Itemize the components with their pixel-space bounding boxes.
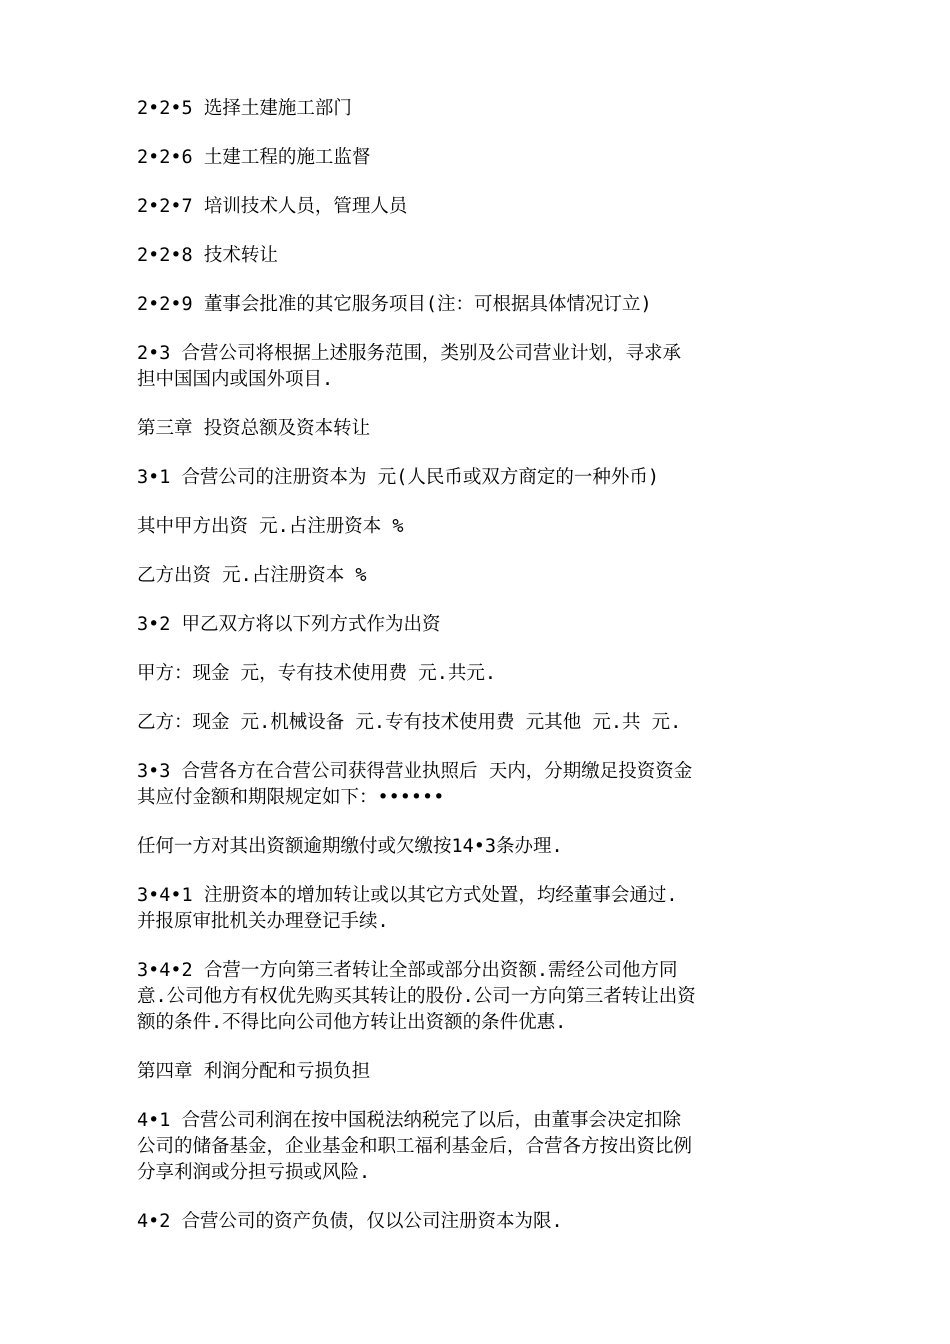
paragraph-line: 意.公司他方有权优先购买其转让的股份.公司一方向第三者转让出资 <box>137 986 696 1007</box>
paragraph <box>137 292 817 318</box>
paragraph-line: 4•2 合营公司的资产负债，仅以公司注册资本为限. <box>137 1211 563 1232</box>
paragraph-line: 3•4•2 合营一方向第三者转让全部或部分出资额.需经公司他方同 <box>137 960 678 981</box>
paragraph-line: 其中甲方出资 元.占注册资本 % <box>137 516 404 537</box>
paragraph <box>137 612 817 638</box>
paragraph-line: 分享利润或分担亏损或风险. <box>137 1162 371 1183</box>
paragraph <box>137 958 817 1036</box>
paragraph-line: 2•3 合营公司将根据上述服务范围，类别及公司营业计划，寻求承 <box>137 343 682 364</box>
paragraph <box>137 1108 817 1186</box>
paragraph-line: 第三章 投资总额及资本转让 <box>137 418 371 439</box>
paragraph <box>137 834 817 860</box>
paragraph <box>137 243 817 269</box>
paragraph <box>137 145 817 171</box>
paragraph <box>137 883 817 935</box>
paragraph <box>137 1209 817 1235</box>
paragraph-line: 额的条件.不得比向公司他方转让出资额的条件优惠. <box>137 1012 567 1033</box>
paragraph-line: 乙方出资 元.占注册资本 % <box>137 565 367 586</box>
paragraph-line: 3•3 合营各方在合营公司获得营业执照后 天内，分期缴足投资资金 <box>137 761 693 782</box>
paragraph-line: 并报原审批机关办理登记手续. <box>137 911 389 932</box>
paragraph <box>137 465 817 491</box>
paragraph-line: 2•2•7 培训技术人员，管理人员 <box>137 196 408 217</box>
paragraph <box>137 416 817 442</box>
paragraph <box>137 563 817 589</box>
document-body <box>137 96 817 1258</box>
paragraph <box>137 194 817 220</box>
paragraph-line: 甲方：现金 元，专有技术使用费 元.共元. <box>137 663 497 684</box>
paragraph-line: 3•1 合营公司的注册资本为 元(人民币或双方商定的一种外币) <box>137 467 659 488</box>
paragraph <box>137 710 817 736</box>
paragraph-line: 2•2•8 技术转让 <box>137 245 278 266</box>
paragraph-line: 3•4•1 注册资本的增加转让或以其它方式处置，均经董事会通过. <box>137 885 678 906</box>
paragraph-line: 公司的储备基金，企业基金和职工福利基金后，合营各方按出资比例 <box>137 1136 693 1157</box>
paragraph-line: 2•2•5 选择土建施工部门 <box>137 98 352 119</box>
paragraph-line: 3•2 甲乙双方将以下列方式作为出资 <box>137 614 441 635</box>
paragraph-line: 2•2•9 董事会批准的其它服务项目(注：可根据具体情况订立) <box>137 294 652 315</box>
paragraph <box>137 341 817 393</box>
paragraph-line: 任何一方对其出资额逾期缴付或欠缴按14•3条办理. <box>137 836 563 857</box>
paragraph-line: 4•1 合营公司利润在按中国税法纳税完了以后，由董事会决定扣除 <box>137 1110 682 1131</box>
paragraph <box>137 759 817 811</box>
paragraph <box>137 1059 817 1085</box>
paragraph-line: 2•2•6 土建工程的施工监督 <box>137 147 371 168</box>
paragraph-line: 其应付金额和期限规定如下：•••••• <box>137 787 445 808</box>
paragraph-line: 担中国国内或国外项目. <box>137 369 334 390</box>
paragraph <box>137 514 817 540</box>
paragraph-line: 乙方：现金 元.机械设备 元.专有技术使用费 元其他 元.共 元. <box>137 712 682 733</box>
paragraph <box>137 661 817 687</box>
paragraph <box>137 96 817 122</box>
paragraph-line: 第四章 利润分配和亏损负担 <box>137 1061 371 1082</box>
